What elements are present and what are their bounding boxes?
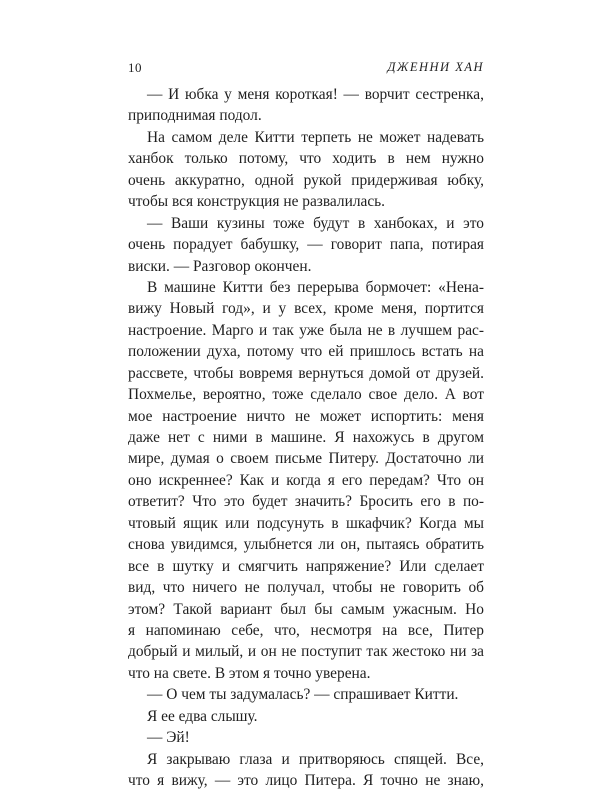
text-line: — И юбка у меня короткая! — ворчит сестренка, <box>147 86 484 103</box>
text-line: рассвете, чтобы вовремя вернуться домой от друзей. <box>128 364 484 382</box>
text-line: вижу Новый год», и у всех, кроме меня, портится <box>128 300 484 318</box>
text-line: — Эй! <box>147 729 190 747</box>
text-line: очень порадует бабушку, — говорит папа, потирая <box>128 236 484 254</box>
text-line: Я закрываю глаза и притворяюсь спящей. Все, <box>147 750 484 768</box>
text-line: виски. — Разговор окончен. <box>128 257 312 275</box>
text-line: приподнимая подол. <box>128 107 262 125</box>
text-line: В машине Китти без перерыва бормочет: «Нена- <box>147 278 484 296</box>
text-line: Похмелье, вероятно, тоже сделало свое дело. А вот <box>128 386 484 404</box>
text-line: чтобы вся конструкция не развалилась. <box>128 193 386 211</box>
text-line: мое настроение ничто не может испортить: меня <box>128 407 484 425</box>
text-line: очень аккуратно, одной рукой придерживая юбку, <box>128 171 484 189</box>
text-line: все в шутку и смягчить напряжение? Или сделает <box>128 557 484 575</box>
text-line: — Ваши кузины тоже будут в ханбоках, и это <box>147 214 484 232</box>
text-line: добрый и милый, и он не поступит так жестоко ни за <box>128 643 484 661</box>
text-line: положении духа, потому что ей пришлось встать на <box>128 343 484 361</box>
text-line: — О чем ты задумалась? — спрашивает Китти. <box>147 686 459 704</box>
text-line: я напоминаю себе, что, несмотря на все, Питер <box>128 621 484 639</box>
running-header <box>128 60 484 78</box>
text-line: ответит? Что это будет значить? Бросить его в по- <box>128 493 484 511</box>
text-line: снова увидимся, улыбнется ли он, пытаясь обратить <box>128 536 484 554</box>
page-number: 10 <box>128 60 142 75</box>
text-line: даже нет с ними в машине. Я нахожусь в другом <box>128 429 484 446</box>
text-line: вид, что ничего не получал, чтобы не говорить об <box>128 579 484 597</box>
text-line: что я вижу, — это лицо Питера. Я точно не знаю, <box>128 772 484 789</box>
text-line: этом? Такой вариант был бы самым ужасным. Но <box>128 600 484 618</box>
text-line: настроение. Марго и так уже была не в лучшем рас- <box>128 321 484 339</box>
text-line: На самом деле Китти терпеть не может надевать <box>147 128 484 146</box>
text-line: мире, думая о своем письме Питеру. Достаточно ли <box>128 450 484 468</box>
text-line: Я ее едва слышу. <box>147 707 258 725</box>
text-line: ханбок только потому, что ходить в нем нужно <box>128 150 484 168</box>
body-text <box>128 84 484 791</box>
text-line: чтовый ящик или подсунуть в шкафчик? Когда мы <box>128 514 484 532</box>
book-author: ДЖЕННИ ХАН <box>387 60 484 74</box>
text-line: оно искреннее? Как и когда я его передам? Что он <box>128 471 484 489</box>
text-line: что на свете. В этом я точно уверена. <box>128 664 371 682</box>
